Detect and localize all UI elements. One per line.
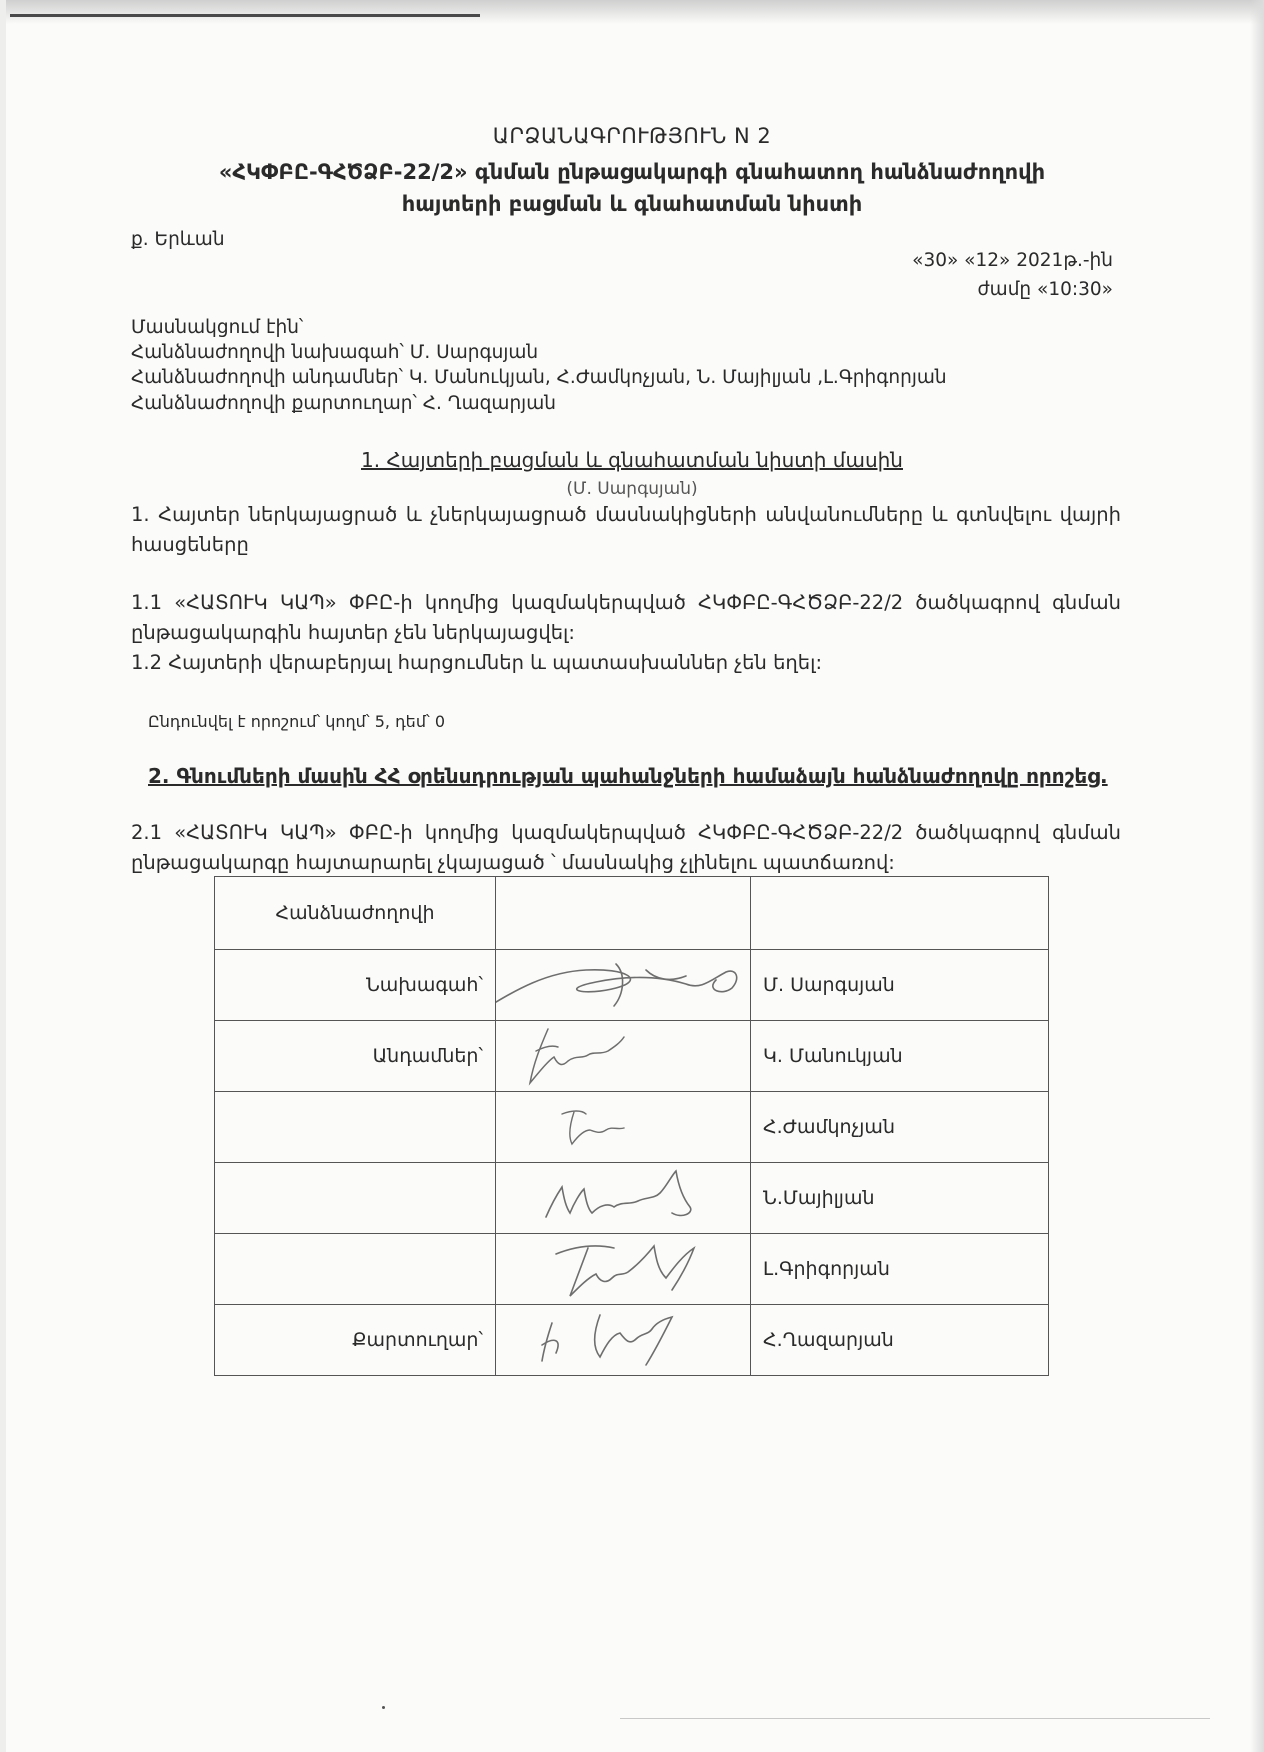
scan-edge-top <box>0 0 1264 24</box>
participants-chair: Հանձնաժողովի նախագահ՝ Մ. Սարգսյան <box>131 342 539 363</box>
participants-members: Հանձնաժողովի անդամներ՝ Կ. Մանուկյան, Հ.Ժամկոչյան, Ն. Մայիլյան ,Լ.Գրիգորյան <box>131 367 947 388</box>
signature-name: Մ. Սարգսյան <box>751 950 1049 1021</box>
signature-role <box>215 1234 496 1305</box>
vote-result: Ընդունվել է որոշում՝ կողմ՝ 5, դեմ՝ 0 <box>148 712 446 731</box>
document-subtitle-line1: «ՀԿՓԲԸ-ԳՀԾՁԲ-22/2» գնման ընթացակարգի գնահատող հանձնաժողովի <box>218 160 1046 184</box>
signature-name: Կ. Մանուկյան <box>751 1021 1049 1092</box>
section1-item1: 1. Հայտեր ներկայացրած և չներկայացրած մասնակիցների անվանումները և գտնվելու վայրի հասցեները <box>131 503 1121 556</box>
scan-artifact-bar <box>10 14 480 17</box>
signature-row <box>215 1021 1049 1092</box>
document-subtitle-line2: հայտերի բացման և գնահատման նիստի <box>401 192 863 216</box>
scan-artifact-dot <box>382 1706 385 1709</box>
meeting-date: «30» «12» 2021թ.-ին <box>912 250 1113 271</box>
city: ք. Երևան <box>131 229 225 250</box>
section2-item2-1: 2.1 «ՀԱՏՈՒԿ ԿԱՊ» ՓԲԸ-ի կողմից կազմակերպված ՀԿՓԲԸ-ԳՀԾՁԲ-22/2 ծածկագրով գնման ընթացակարգը հայտարարել չկայացած ՝ մասնակից չլինելու պատճառով: <box>131 821 1121 874</box>
signature-role: Նախագահ՝ <box>215 950 496 1021</box>
signature-name: Լ.Գրիգորյան <box>751 1234 1049 1305</box>
signature-image-member3 <box>496 1163 751 1234</box>
section1-title: 1. Հայտերի բացման և գնահատման նիստի մասին <box>361 448 903 472</box>
signature-name: Հ.Ժամկոչյան <box>751 1092 1049 1163</box>
meeting-time: ժամը «10:30» <box>977 279 1113 300</box>
section1-speaker: (Մ. Սարգսյան) <box>566 479 698 499</box>
signature-role: Անդամներ՝ <box>215 1021 496 1092</box>
signature-table-header-row <box>215 877 1049 950</box>
signature-role: Քարտուղար՝ <box>215 1305 496 1376</box>
section1-item1-1: 1.1 «ՀԱՏՈՒԿ ԿԱՊ» ՓԲԸ-ի կողմից կազմակերպված ՀԿՓԲԸ-ԳՀԾՁԲ-22/2 ծածկագրով գնման ընթացակարգին հայտեր չեն ներկայացվել: <box>131 591 1121 644</box>
signature-role <box>215 1163 496 1234</box>
signature-row <box>215 1163 1049 1234</box>
signature-row <box>215 950 1049 1021</box>
signature-image-secretary <box>496 1305 751 1376</box>
scan-edge-right <box>1250 0 1264 1752</box>
signature-table-header: Հանձնաժողովի <box>215 877 496 950</box>
signature-table <box>214 876 1049 1376</box>
document-title: ԱՐՁԱՆԱԳՐՈՒԹՅՈՒՆ N 2 <box>492 124 772 148</box>
signature-role <box>215 1092 496 1163</box>
signature-image-member2 <box>496 1092 751 1163</box>
scan-artifact-line <box>620 1718 1210 1719</box>
signature-image-member4 <box>496 1234 751 1305</box>
signature-row <box>215 1305 1049 1376</box>
signature-image-chair <box>496 950 751 1021</box>
signature-row <box>215 1092 1049 1163</box>
scan-edge-left <box>0 0 6 1752</box>
participants-secretary: Հանձնաժողովի քարտուղար՝ Հ. Ղազարյան <box>131 393 556 414</box>
signature-name: Ն.Մայիլյան <box>751 1163 1049 1234</box>
section1-item1-2: 1.2 Հայտերի վերաբերյալ հարցումներ և պատասխաններ չեն եղել: <box>131 651 823 674</box>
section2-title: 2. Գնումների մասին ՀՀ օրենսդրության պահանջների համաձայն հանձնաժողովը որոշեց. <box>148 764 1108 788</box>
participants-heading: Մասնակցում էին՝ <box>131 317 304 338</box>
signature-name: Հ.Ղազարյան <box>751 1305 1049 1376</box>
signature-row <box>215 1234 1049 1305</box>
signature-image-member1 <box>496 1021 751 1092</box>
